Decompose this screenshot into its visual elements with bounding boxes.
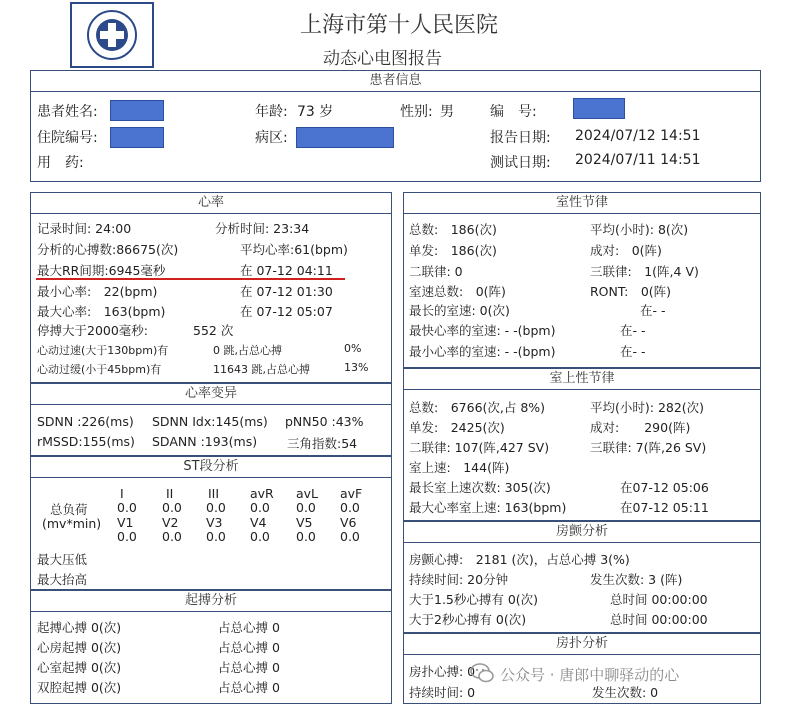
age-label: 年龄: — [255, 104, 288, 120]
af-episodes: 发生次数: 3 (阵) — [590, 572, 683, 587]
pacing-title: 起搏分析 — [31, 591, 391, 612]
sv-bigeminy: 二联律: 107(阵,427 SV) — [409, 440, 550, 455]
v-vt-total: 室速总数: 0(阵) — [409, 284, 506, 299]
v-slowest-vt-at: 在- - — [620, 344, 646, 359]
sdnn: SDNN :226(ms) — [37, 414, 134, 429]
pacing-row-label: 起搏心搏 0(次) — [37, 620, 122, 635]
st-load-label: 总负荷 — [50, 502, 88, 517]
pause-count: 552 次 — [193, 323, 234, 338]
st-val-V1: 0.0 — [117, 529, 137, 544]
rmssd: rMSSD:155(ms) — [37, 434, 135, 449]
v-pair: 成对: 0(阵) — [590, 243, 662, 258]
max-hr-at: 在 07-12 05:07 — [240, 304, 333, 319]
inpatient-label: 住院编号: — [37, 130, 98, 146]
ventricular-title: 室性节律 — [404, 193, 760, 214]
lead-II: II — [166, 486, 174, 501]
v-total: 总数: 186(次) — [409, 222, 497, 237]
afl-episodes: 发生次数: 0 — [592, 685, 659, 700]
af-over2: 大于2秒心搏有 0(次) — [409, 612, 527, 627]
lead-avF: avF — [340, 486, 363, 501]
v-trigeminy: 三联律: 1(阵,4 V) — [590, 264, 699, 279]
v-single: 单发: 186(次) — [409, 243, 497, 258]
st-title: ST段分析 — [31, 457, 391, 478]
lead-III: III — [208, 486, 220, 501]
st-val-V2: 0.0 — [162, 529, 182, 544]
sv-pair: 成对: 290(阵) — [590, 420, 691, 435]
brady-beats: 11643 跳,占总心搏 — [213, 363, 310, 376]
v-ront: RONT: 0(阵) — [590, 284, 672, 299]
pause-label: 停搏大于2000毫秒: — [37, 323, 149, 338]
test-date-value: 2024/07/11 14:51 — [575, 152, 701, 168]
lead-V4: V4 — [250, 515, 267, 530]
max-rr-at: 在 07-12 04:11 — [240, 263, 333, 278]
hrv-title: 心率变异 — [31, 384, 391, 405]
sv-total: 总数: 6766(次,占 8%) — [409, 400, 546, 415]
max-hr: 最大心率: 163(bpm) — [37, 304, 166, 319]
supraventricular-title: 室上性节律 — [404, 369, 760, 390]
v-longest-vt: 最长的室速: 0(次) — [409, 303, 510, 318]
pacing-row-pct: 占总心搏 0 — [218, 620, 280, 635]
sv-longest-at: 在07-12 05:06 — [620, 480, 709, 495]
report-title: 动态心电图报告 — [323, 49, 442, 69]
test-date-label: 测试日期: — [490, 155, 551, 171]
st-val-avF: 0.0 — [340, 500, 360, 515]
sv-fastest-at: 在07-12 05:11 — [620, 500, 709, 515]
lead-V6: V6 — [340, 515, 357, 530]
st-val-II: 0.0 — [162, 500, 182, 515]
max-rr: 最大RR间期:6945毫秒 — [37, 263, 166, 278]
lead-I: I — [120, 486, 124, 501]
tachy-label: 心动过速(大于130bpm)有 — [37, 344, 169, 357]
af-over2-time: 总时间 00:00:00 — [610, 612, 708, 627]
pacing-row-label: 心房起搏 0(次) — [37, 640, 122, 655]
st-val-V3: 0.0 — [206, 529, 226, 544]
af-over15: 大于1.5秒心搏有 0(次) — [409, 592, 539, 607]
af-beats: 房颤心搏: 2181 (次)，占总心搏 3(%) — [409, 552, 630, 567]
v-bigeminy: 二联律: 0 — [409, 264, 463, 279]
redacted-id — [573, 98, 625, 119]
ward-label: 病区: — [255, 130, 288, 146]
sv-svt: 室上速: 144(阵) — [409, 460, 510, 475]
id-label: 编 号: — [490, 104, 537, 120]
st-val-I: 0.0 — [117, 500, 137, 515]
brady-pct: 13% — [344, 361, 369, 374]
tachy-pct: 0% — [344, 342, 362, 355]
sv-avg-hour: 平均(小时): 282(次) — [590, 400, 705, 415]
v-slowest-vt: 最小心率的室速: - -(bpm) — [409, 344, 556, 359]
pacing-row-pct: 占总心搏 0 — [218, 640, 280, 655]
record-time: 记录时间: 24:00 — [37, 221, 132, 236]
af-over15-time: 总时间 00:00:00 — [610, 592, 708, 607]
pacing-row-label: 双腔起搏 0(次) — [37, 680, 122, 695]
aflutter-title: 房扑分析 — [404, 634, 760, 655]
lead-V5: V5 — [296, 515, 313, 530]
report-date-value: 2024/07/12 14:51 — [575, 128, 701, 144]
lead-V2: V2 — [162, 515, 179, 530]
medication-label: 用 药: — [37, 155, 84, 171]
lead-V3: V3 — [206, 515, 223, 530]
avg-hr: 平均心率:61(bpm) — [240, 242, 348, 257]
tachy-beats: 0 跳,占总心搏 — [213, 344, 282, 357]
st-max-depression: 最大压低 — [37, 552, 88, 567]
analysis-time: 分析时间: 23:34 — [215, 221, 310, 236]
st-val-avL: 0.0 — [296, 500, 316, 515]
v-avg-hour: 平均(小时): 8(次) — [590, 222, 689, 237]
sv-trigeminy: 三联律: 7(阵,26 SV) — [590, 440, 707, 455]
st-val-V6: 0.0 — [340, 529, 360, 544]
lead-avR: avR — [250, 486, 274, 501]
st-val-avR: 0.0 — [250, 500, 270, 515]
redacted-inpatient — [110, 127, 164, 148]
hospital-name: 上海市第十人民医院 — [300, 13, 499, 38]
redacted-ward — [296, 127, 394, 148]
patient-info-title: 患者信息 — [31, 71, 760, 92]
lead-avL: avL — [296, 486, 319, 501]
age-value: 73 岁 — [297, 104, 334, 120]
v-fastest-vt-at: 在- - — [620, 323, 646, 338]
pnn50: pNN50 :43% — [285, 414, 364, 429]
hospital-logo — [70, 2, 154, 68]
pacing-row-pct: 占总心搏 0 — [218, 680, 280, 695]
pacing-row-label: 心室起搏 0(次) — [37, 660, 122, 675]
wechat-icon — [470, 662, 494, 684]
report-date-label: 报告日期: — [490, 130, 551, 146]
beats-analyzed: 分析的心搏数:86675(次) — [37, 242, 179, 257]
af-duration: 持续时间: 20分钟 — [409, 572, 509, 587]
min-hr: 最小心率: 22(bpm) — [37, 284, 158, 299]
triangular-index: 三角指数:54 — [287, 436, 358, 451]
v-fastest-vt: 最快心率的室速: - -(bpm) — [409, 323, 556, 338]
sdann: SDANN :193(ms) — [152, 434, 258, 449]
gender-label: 性别: — [400, 104, 433, 120]
brady-label: 心动过缓(小于45bpm)有 — [37, 363, 162, 376]
pacing-row-pct: 占总心搏 0 — [218, 660, 280, 675]
lead-V1: V1 — [117, 515, 134, 530]
v-longest-vt-at: 在- - — [640, 303, 666, 318]
patient-name-label: 患者姓名: — [37, 104, 98, 120]
af-title: 房颤分析 — [404, 522, 760, 543]
min-hr-at: 在 07-12 01:30 — [240, 284, 333, 299]
st-val-V5: 0.0 — [296, 529, 316, 544]
gender-value: 男 — [440, 104, 454, 120]
sdnn-idx: SDNN Idx:145(ms) — [152, 414, 268, 429]
sv-fastest: 最大心率室上速: 163(bpm) — [409, 500, 567, 515]
st-val-V4: 0.0 — [250, 529, 270, 544]
afl-duration: 持续时间: 0 — [409, 685, 476, 700]
sv-longest: 最长室上速次数: 305(次) — [409, 480, 551, 495]
heart-rate-title: 心率 — [31, 193, 391, 214]
red-underline — [36, 278, 345, 280]
st-val-III: 0.0 — [206, 500, 226, 515]
redacted-name — [110, 100, 164, 121]
st-max-elevation: 最大抬高 — [37, 572, 88, 587]
watermark-text: 公众号 · 唐郎中聊驿动的心 — [500, 666, 680, 684]
sv-single: 单发: 2425(次) — [409, 420, 505, 435]
st-load-unit: (mv*min) — [42, 516, 102, 531]
afl-beats: 房扑心搏: 0 — [409, 664, 476, 679]
